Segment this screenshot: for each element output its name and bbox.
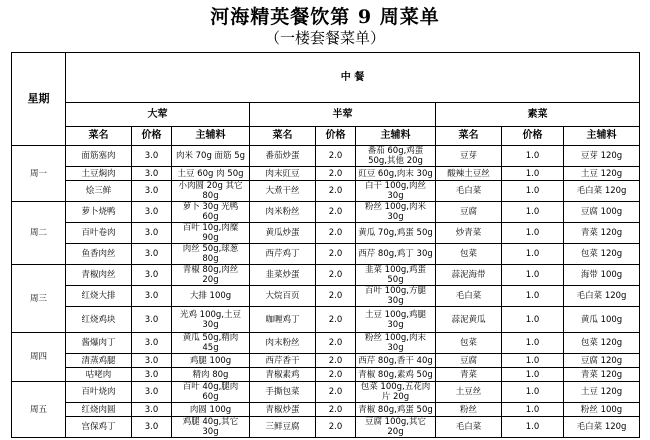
table-row: [12, 382, 640, 403]
category-header-dahun: 大荤: [66, 103, 250, 127]
meal-header: 中 餐: [66, 53, 640, 103]
dish-name: 三鲜豆腐: [250, 417, 316, 438]
dish-ingredients: 豆芽 120g: [564, 146, 640, 167]
dish-name: 红烧肉圆: [66, 403, 132, 417]
dish-name: 毛白菜: [436, 286, 502, 307]
dish-name: 肉末粉丝: [250, 333, 316, 354]
column-header-price: 价格: [132, 127, 172, 146]
dish-ingredients: 鸡腿 40g,其它 30g: [172, 417, 250, 438]
dish-price: 2.0: [316, 265, 356, 286]
dish-name: 青椒素鸡: [250, 368, 316, 382]
dish-name: 青椒肉丝: [66, 265, 132, 286]
column-header-ingredients: 主辅料: [356, 127, 436, 146]
dish-ingredients: 土豆 100g,鸡腿 30g: [356, 307, 436, 333]
dish-ingredients: 百叶 10g,肉糜 90g: [172, 223, 250, 244]
dish-price: 3.0: [132, 181, 172, 202]
dish-name: 豆腐: [436, 354, 502, 368]
dish-name: 番茄炒蛋: [250, 146, 316, 167]
dish-name: 蒜泥海带: [436, 265, 502, 286]
table-row: [12, 244, 640, 265]
dish-ingredients: 精肉 80g: [172, 368, 250, 382]
dish-ingredients: 豆腐 120g: [564, 354, 640, 368]
dish-ingredients: 青菜 120g: [564, 223, 640, 244]
column-header-ingredients: 主辅料: [564, 127, 640, 146]
table-row: [12, 202, 640, 223]
dish-name: 萝卜烧鸭: [66, 202, 132, 223]
table-row: [12, 368, 640, 382]
dish-name: 烩三鲜: [66, 181, 132, 202]
dish-name: 毛白菜: [436, 181, 502, 202]
dish-price: 1.0: [502, 307, 564, 333]
table-row: [12, 223, 640, 244]
dish-price: 1.0: [502, 244, 564, 265]
table-row: [12, 181, 640, 202]
dish-ingredients: 萝卜 30g 光鸭 60g: [172, 202, 250, 223]
category-header-banhun: 半荤: [250, 103, 436, 127]
dish-ingredients: 肉丝 50g,球葱 80g: [172, 244, 250, 265]
dish-ingredients: 黄瓜 70g,鸡蛋 50g: [356, 223, 436, 244]
dish-ingredients: 小肉圆 20g 其它 80g: [172, 181, 250, 202]
dish-ingredients: 豆腐 100g: [564, 202, 640, 223]
dish-price: 1.0: [502, 368, 564, 382]
dish-name: 大烷百页: [250, 286, 316, 307]
table-row: [12, 403, 640, 417]
dish-price: 3.0: [132, 382, 172, 403]
dish-price: 1.0: [502, 167, 564, 181]
column-header-price: 价格: [316, 127, 356, 146]
dish-price: 1.0: [502, 354, 564, 368]
dish-ingredients: 黄瓜 50g,精肉 45g: [172, 333, 250, 354]
dish-name: 百叶烧肉: [66, 382, 132, 403]
dish-ingredients: 土豆 120g: [564, 382, 640, 403]
dish-price: 1.0: [502, 202, 564, 223]
dish-ingredients: 毛白菜 120g: [564, 417, 640, 438]
dish-ingredients: 包菜 100g,五花肉片 20g: [356, 382, 436, 403]
dish-price: 1.0: [502, 403, 564, 417]
dish-name: 青菜: [436, 368, 502, 382]
dish-name: 面筋塞肉: [66, 146, 132, 167]
dish-price: 2.0: [316, 333, 356, 354]
dish-price: 3.0: [132, 368, 172, 382]
dish-price: 3.0: [132, 307, 172, 333]
table-row: [12, 265, 640, 286]
dish-price: 2.0: [316, 202, 356, 223]
week-header: 星期: [12, 53, 66, 146]
dish-price: 3.0: [132, 223, 172, 244]
dish-ingredients: 豇豆 60g,肉末 30g: [356, 167, 436, 181]
dish-ingredients: 鸡腿 100g: [172, 354, 250, 368]
day-label: 周二: [12, 202, 66, 265]
dish-price: 3.0: [132, 417, 172, 438]
dish-name: 蒜泥黄瓜: [436, 307, 502, 333]
table-row: [12, 286, 640, 307]
dish-ingredients: 青菜 120g: [564, 368, 640, 382]
column-header-dish: 菜名: [436, 127, 502, 146]
dish-name: 手撕包菜: [250, 382, 316, 403]
day-label: 周五: [12, 382, 66, 438]
dish-price: 2.0: [316, 368, 356, 382]
dish-price: 2.0: [316, 167, 356, 181]
dish-ingredients: 粉丝 100g,肉末 30g: [356, 333, 436, 354]
dish-price: 3.0: [132, 354, 172, 368]
dish-name: 黄瓜炒蛋: [250, 223, 316, 244]
dish-name: 红烧鸡块: [66, 307, 132, 333]
dish-name: 包菜: [436, 333, 502, 354]
category-header-sucai: 素菜: [436, 103, 640, 127]
column-header-dish: 菜名: [66, 127, 132, 146]
day-label: 周四: [12, 333, 66, 382]
dish-ingredients: 包菜 120g: [564, 244, 640, 265]
dish-ingredients: 土豆 60g 肉 50g: [172, 167, 250, 181]
table-row: [12, 354, 640, 368]
dish-ingredients: 毛白菜 120g: [564, 181, 640, 202]
dish-price: 3.0: [132, 244, 172, 265]
dish-price: 3.0: [132, 265, 172, 286]
table-row: [12, 307, 640, 333]
dish-ingredients: 白干 100g,肉丝 30g: [356, 181, 436, 202]
dish-price: 2.0: [316, 286, 356, 307]
column-header-price: 价格: [502, 127, 564, 146]
dish-price: 3.0: [132, 167, 172, 181]
dish-price: 2.0: [316, 146, 356, 167]
menu-body: [12, 146, 640, 438]
dish-ingredients: 西芹 80g,香干 40g: [356, 354, 436, 368]
dish-price: 2.0: [316, 417, 356, 438]
dish-price: 1.0: [502, 286, 564, 307]
dish-price: 2.0: [316, 403, 356, 417]
dish-ingredients: 海带 100g: [564, 265, 640, 286]
dish-name: 毛白菜: [436, 417, 502, 438]
dish-price: 3.0: [132, 286, 172, 307]
dish-name: 西芹鸡丁: [250, 244, 316, 265]
dish-ingredients: 青椒 80g,鸡蛋 50g: [356, 403, 436, 417]
dish-name: 咕咾肉: [66, 368, 132, 382]
dish-price: 1.0: [502, 265, 564, 286]
dish-ingredients: 韭菜 100g,鸡蛋 50g: [356, 265, 436, 286]
dish-price: 1.0: [502, 382, 564, 403]
dish-price: 2.0: [316, 354, 356, 368]
dish-ingredients: 黄瓜 100g: [564, 307, 640, 333]
table-row: [12, 167, 640, 181]
dish-price: 1.0: [502, 417, 564, 438]
dish-name: 鱼香肉丝: [66, 244, 132, 265]
dish-name: 青椒炒蛋: [250, 403, 316, 417]
column-header-ingredients: 主辅料: [172, 127, 250, 146]
dish-price: 2.0: [316, 244, 356, 265]
dish-ingredients: 土豆 120g: [564, 167, 640, 181]
dish-name: 大煮干丝: [250, 181, 316, 202]
dish-ingredients: 毛白菜 120g: [564, 286, 640, 307]
day-label: 周三: [12, 265, 66, 333]
dish-name: 肉末豇豆: [250, 167, 316, 181]
dish-name: 粉丝: [436, 403, 502, 417]
dish-name: 西芹香干: [250, 354, 316, 368]
dish-ingredients: 肉米 70g 面筋 5g: [172, 146, 250, 167]
menu-table: [11, 52, 640, 438]
day-label: 周一: [12, 146, 66, 202]
dish-ingredients: 番茄 60g,鸡蛋 50g,其他 20g: [356, 146, 436, 167]
dish-ingredients: 豆腐 100g,其它 20g: [356, 417, 436, 438]
dish-name: 清蒸鸡腿: [66, 354, 132, 368]
dish-price: 2.0: [316, 307, 356, 333]
dish-price: 3.0: [132, 146, 172, 167]
dish-price: 3.0: [132, 403, 172, 417]
dish-name: 宫保鸡丁: [66, 417, 132, 438]
page-title: 河海精英餐饮第 9 周菜单: [210, 6, 440, 28]
dish-price: 1.0: [502, 223, 564, 244]
dish-name: 炒青菜: [436, 223, 502, 244]
dish-ingredients: 青椒 80g,肉丝 20g: [172, 265, 250, 286]
column-header-dish: 菜名: [250, 127, 316, 146]
dish-name: 酱爆肉丁: [66, 333, 132, 354]
dish-ingredients: 粉丝 100g: [564, 403, 640, 417]
dish-name: 百叶卷肉: [66, 223, 132, 244]
page-subtitle: （一楼套餐菜单）: [264, 29, 385, 47]
dish-ingredients: 粉丝 100g,肉米 30g: [356, 202, 436, 223]
dish-ingredients: 百叶 100g,方腿 30g: [356, 286, 436, 307]
dish-name: 土豆丝: [436, 382, 502, 403]
dish-name: 红烧大排: [66, 286, 132, 307]
table-row: [12, 146, 640, 167]
table-row: [12, 417, 640, 438]
dish-name: 肉米粉丝: [250, 202, 316, 223]
dish-price: 2.0: [316, 181, 356, 202]
dish-price: 3.0: [132, 333, 172, 354]
dish-price: 1.0: [502, 333, 564, 354]
dish-name: 豆芽: [436, 146, 502, 167]
dish-ingredients: 百叶 40g,腿肉 60g: [172, 382, 250, 403]
dish-ingredients: 青椒 80g,素鸡 50g: [356, 368, 436, 382]
dish-name: 包菜: [436, 244, 502, 265]
dish-name: 豆腐: [436, 202, 502, 223]
dish-name: 酸辣土豆丝: [436, 167, 502, 181]
dish-ingredients: 肉圆 100g: [172, 403, 250, 417]
table-row: [12, 333, 640, 354]
dish-ingredients: 包菜 120g: [564, 333, 640, 354]
dish-price: 2.0: [316, 382, 356, 403]
dish-ingredients: 西芹 80g,鸡丁 30g: [356, 244, 436, 265]
dish-ingredients: 光鸡 100g,土豆 30g: [172, 307, 250, 333]
dish-price: 2.0: [316, 223, 356, 244]
dish-price: 1.0: [502, 181, 564, 202]
dish-name: 咖喱鸡丁: [250, 307, 316, 333]
dish-name: 土豆焖肉: [66, 167, 132, 181]
dish-ingredients: 大排 100g: [172, 286, 250, 307]
dish-price: 3.0: [132, 202, 172, 223]
dish-price: 1.0: [502, 146, 564, 167]
dish-name: 韭菜炒蛋: [250, 265, 316, 286]
